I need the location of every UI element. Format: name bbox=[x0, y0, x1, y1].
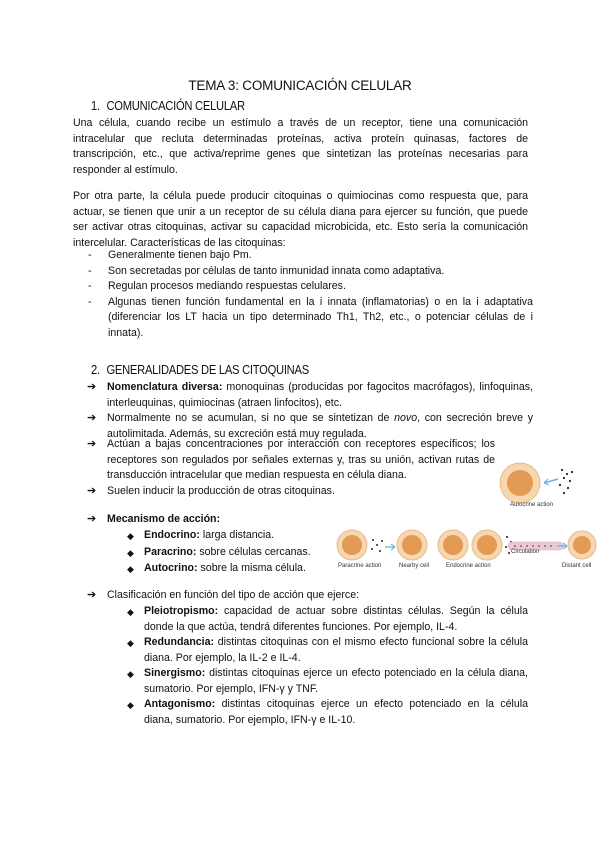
diamond-bullet-icon: ◆ bbox=[127, 547, 134, 558]
section-1-paragraph-2: Por otra parte, la célula puede producir citoquinas o quimiocinas como respuesta que, para actuar, se tienen que unir a un receptor de su célula diana para ejercer su función, que puede ser activar otras citoquinas, activar su capacidad microbicida, etc. Esto sería la comunicación intercelular. Características de las citoquinas: bbox=[73, 190, 528, 249]
section-1-heading bbox=[91, 98, 245, 113]
list-item: ◆ Autocrino: sobre la misma célula. bbox=[127, 561, 327, 578]
diamond-bullet-icon: ◆ bbox=[127, 531, 134, 541]
autocrine-cell-nucleus bbox=[507, 470, 533, 496]
arrow-bullet-icon: ➔ bbox=[87, 438, 97, 450]
generalities-list-b bbox=[87, 437, 495, 499]
list-item: ◆ Antagonismo: distintas citoquinas ejerce un efecto potenciado en la célula diana, sumatorio. Por ejemplo, IFN-γ e IL-10. bbox=[127, 697, 528, 728]
paracrine-endocrine-figure bbox=[335, 527, 597, 565]
section-2-number: 2. bbox=[91, 362, 100, 377]
arrow-bullet-icon: ➔ bbox=[87, 484, 97, 497]
arrow-bullet-icon: ➔ bbox=[87, 412, 97, 424]
mechanism-heading: ➔ Mecanismo de acción: bbox=[87, 512, 317, 528]
page-title: TEMA 3: COMUNICACIÓN CELULAR bbox=[188, 78, 412, 93]
diamond-bullet-icon: ◆ bbox=[127, 700, 134, 710]
list-item: ➔ Normalmente no se acumulan, si no que se sintetizan de novo, con secreción breve y autolimitada. Además, su excreción está muy regulada. bbox=[87, 411, 533, 442]
nearby-cell-caption: Nearby cell bbox=[399, 563, 430, 569]
list-item: - Algunas tienen función fundamental en la i innata (inflamatorias) o en la i adaptativa (diferenciar los LT hacia un tipo determinado Th1, Th2, etc., o potenciar células de i innata). bbox=[88, 295, 533, 339]
list-item: ➔ Nomenclatura diversa: monoquinas (producidas por fagocitos macrófagos), linfoquinas, interleuquinas, quimiocinas (atraen linfocitos), etc. bbox=[87, 380, 533, 411]
diamond-bullet-icon: ◆ bbox=[127, 638, 134, 648]
section-1-number: 1. bbox=[91, 98, 100, 113]
distant-cell-caption: Distant cell bbox=[562, 563, 592, 569]
arrow-bullet-icon: ➔ bbox=[87, 381, 97, 393]
paracrine-caption: Paracrine action bbox=[338, 563, 382, 569]
list-item: ◆ Endocrino: larga distancia. bbox=[127, 528, 327, 545]
list-item: ◆ Paracrino: sobre células cercanas. bbox=[127, 545, 327, 562]
section-2-title: GENERALIDADES DE LAS CITOQUINAS bbox=[106, 362, 309, 377]
section-2-heading bbox=[91, 362, 309, 377]
endocrine-caption: Endocrine action bbox=[446, 563, 491, 569]
classification-heading: ➔ Clasificación en función del tipo de acción que ejerce: bbox=[87, 588, 533, 604]
list-item: ◆ Sinergismo: distintas citoquinas ejerce un efecto potenciado en la célula diana, sumatorio. Por ejemplo, IFN-γ y TNF. bbox=[127, 666, 528, 697]
list-item: ◆ Redundancia: distintas citoquinas con el mismo efecto funcional sobre la célula diana. Por ejemplo, la IL-2 e IL-4. bbox=[127, 635, 528, 666]
mechanism-list bbox=[127, 528, 327, 578]
section-1-title: COMUNICACIÓN CELULAR bbox=[106, 98, 245, 113]
list-item: ➔ Suelen inducir la producción de otras citoquinas. bbox=[87, 484, 495, 500]
list-item: - Regulan procesos mediando respuestas celulares. bbox=[88, 280, 346, 292]
classification-list bbox=[127, 604, 528, 728]
autocrine-caption: Autocrine action bbox=[510, 502, 554, 508]
arrow-bullet-icon: ➔ bbox=[87, 513, 97, 525]
diamond-bullet-icon: ◆ bbox=[127, 607, 134, 617]
section-1-paragraph-1: Una célula, cuando recibe un estímulo a través de un receptor, tiene una comunicación intracelular que recluta determinadas proteínas, activa proteín quinasas, factores de transcripción, etc., que activa/reprime genes que sintetizan las proteínas necesarias para responder al estímulo. bbox=[73, 117, 528, 176]
circulation-caption: Circulation bbox=[511, 549, 540, 555]
generalities-list-a bbox=[87, 380, 533, 442]
arrow-bullet-icon: ➔ bbox=[87, 589, 97, 601]
cytokine-dots bbox=[559, 469, 573, 494]
diamond-bullet-icon: ◆ bbox=[127, 564, 134, 574]
list-item: ➔ Actúan a bajas concentraciones por interacción con receptores específicos; los receptores son regulados por señales externas y, tras su unión, activan rutas de transducción intracelular que median respuesta en célula diana. bbox=[87, 437, 495, 484]
list-item: - Generalmente tienen bajo Pm. bbox=[88, 249, 252, 261]
cytokine-characteristics-list bbox=[88, 248, 533, 341]
list-item: - Son secretadas por células de tanto inmunidad innata como adaptativa. bbox=[88, 264, 445, 277]
list-item: ◆ Pleiotropismo: capacidad de actuar sobre distintas células. Según la célula donde la que actúa, tendrá diferentes funciones. Por ejemplo, IL-4. bbox=[127, 604, 528, 635]
diamond-bullet-icon: ◆ bbox=[127, 669, 134, 679]
